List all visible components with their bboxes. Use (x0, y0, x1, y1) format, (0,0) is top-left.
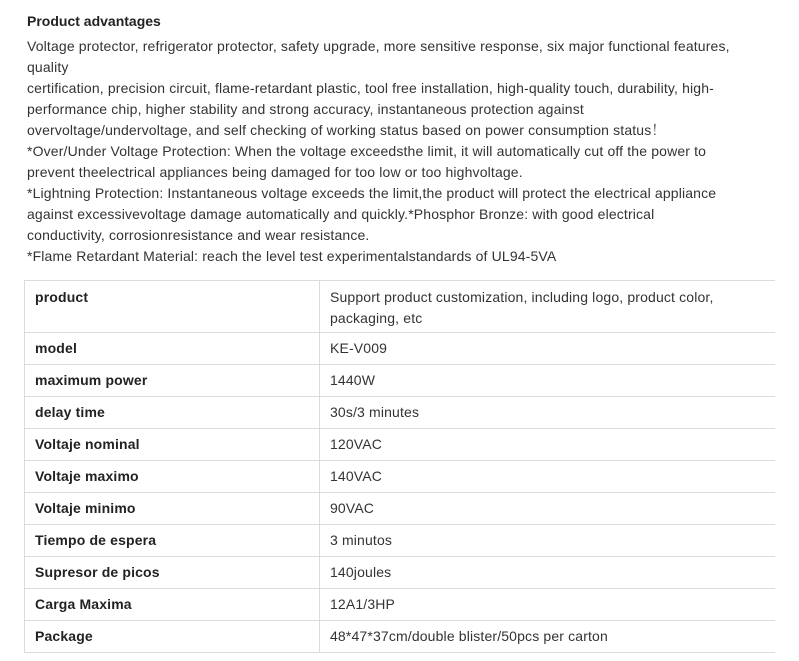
spec-value: 30s/3 minutes (320, 397, 776, 429)
spec-value: 3 minutos (320, 525, 776, 557)
description-line: overvoltage/undervoltage, and self checking of working status based on power consumption status！ (27, 122, 666, 138)
spec-value: 140joules (320, 557, 776, 589)
spec-key: Voltaje minimo (25, 493, 320, 525)
description-line: performance chip, higher stability and strong accuracy, instantaneous protection against (27, 101, 584, 117)
spec-key: delay time (25, 397, 320, 429)
advantages-description (27, 36, 777, 267)
spec-value-line: Support product customization, including logo, product color, (330, 289, 714, 305)
table-row (25, 429, 776, 461)
description-line: conductivity, corrosionresistance and wear resistance. (27, 227, 370, 243)
table-row (25, 589, 776, 621)
description-line: *Flame Retardant Material: reach the level test experimentalstandards of UL94-5VA (27, 248, 557, 264)
spec-value (320, 281, 776, 333)
spec-value: 48*47*37cm/double blister/50pcs per carton (320, 621, 776, 653)
table-row (25, 365, 776, 397)
spec-key: product (25, 281, 320, 333)
table-row (25, 493, 776, 525)
description-line: against excessivevoltage damage automatically and quickly.*Phosphor Bronze: with good electrical (27, 206, 655, 222)
table-row (25, 281, 776, 333)
spec-value-line: packaging, etc (330, 310, 423, 326)
description-line: certification, precision circuit, flame-retardant plastic, tool free installation, high-quality touch, durability, high- (27, 80, 714, 96)
spec-value: KE-V009 (320, 333, 776, 365)
spec-key: Carga Maxima (25, 589, 320, 621)
spec-value: 140VAC (320, 461, 776, 493)
table-row (25, 461, 776, 493)
section-heading: Product advantages (27, 13, 161, 29)
description-line: Voltage protector, refrigerator protector, safety upgrade, more sensitive response, six major functional features, (27, 38, 730, 54)
description-line: *Over/Under Voltage Protection: When the voltage exceedsthe limit, it will automatically cut off the power to (27, 143, 707, 159)
description-line: quality (27, 59, 69, 75)
spec-value: 12A1/3HP (320, 589, 776, 621)
spec-key: Voltaje nominal (25, 429, 320, 461)
table-row (25, 557, 776, 589)
table-row (25, 333, 776, 365)
description-line: prevent theelectrical appliances being damaged for too low or too highvoltage. (27, 164, 523, 180)
spec-value: 120VAC (320, 429, 776, 461)
spec-key: Voltaje maximo (25, 461, 320, 493)
table-row (25, 525, 776, 557)
specs-table (24, 280, 775, 653)
spec-value: 90VAC (320, 493, 776, 525)
spec-key: Tiempo de espera (25, 525, 320, 557)
spec-key: model (25, 333, 320, 365)
spec-key: Supresor de picos (25, 557, 320, 589)
spec-key: Package (25, 621, 320, 653)
description-line: *Lightning Protection: Instantaneous voltage exceeds the limit,the product will protect the electrical appliance (27, 185, 717, 201)
table-row (25, 397, 776, 429)
spec-key: maximum power (25, 365, 320, 397)
spec-value: 1440W (320, 365, 776, 397)
product-advantages-section (27, 12, 777, 267)
table-row (25, 621, 776, 653)
